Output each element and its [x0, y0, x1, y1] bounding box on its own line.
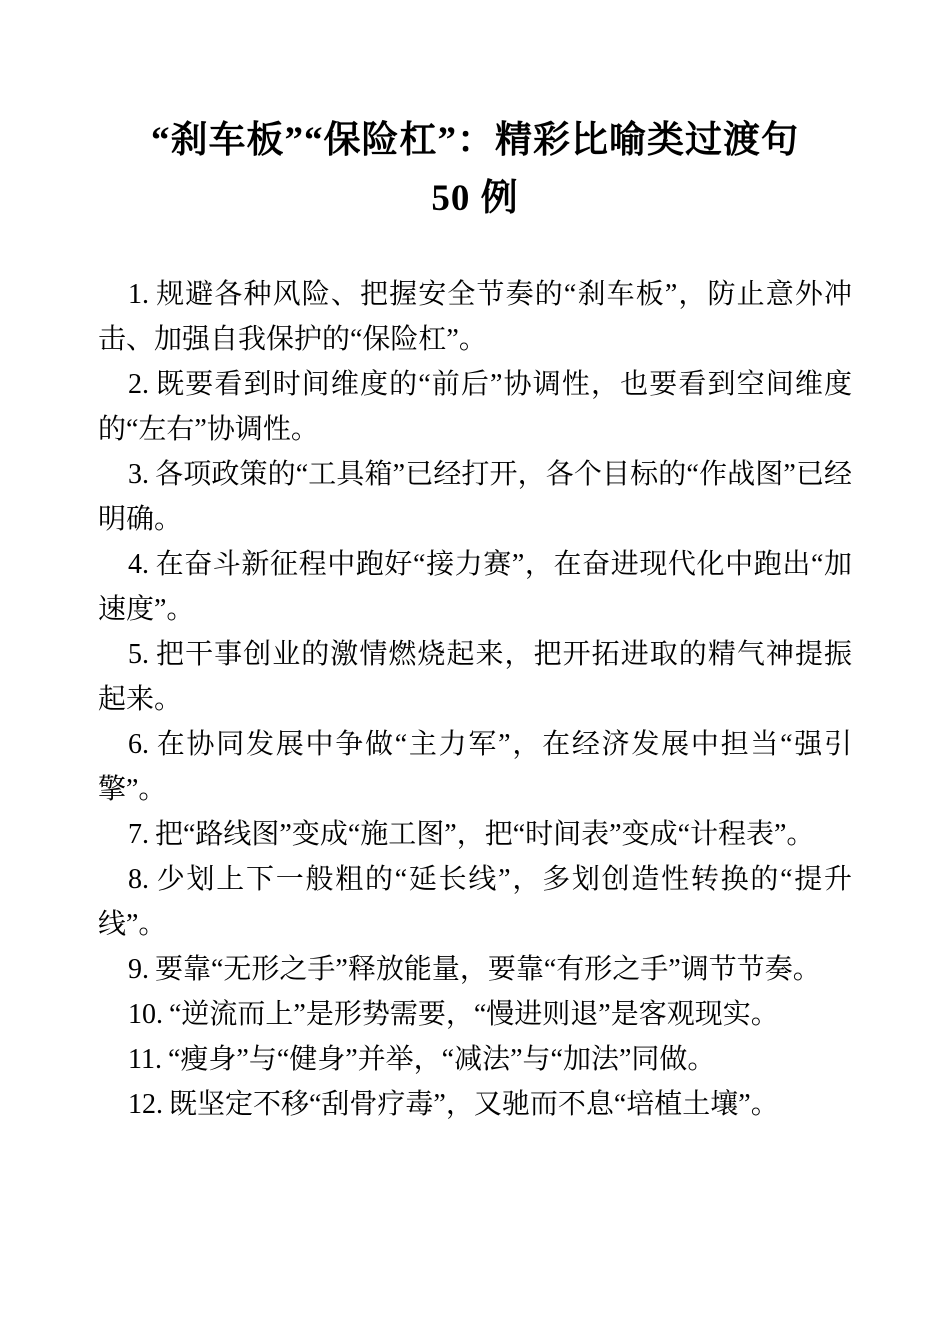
item-number: 9. [128, 954, 149, 985]
list-item [98, 362, 852, 452]
item-number: 3. [128, 459, 149, 490]
item-text: 把干事创业的激情燃烧起来，把开拓进取的精气神提振起来。 [98, 639, 852, 715]
item-number: 6. [128, 729, 149, 760]
title-line-2: 50 例 [431, 178, 519, 219]
list-item [98, 542, 852, 632]
document-body [98, 272, 852, 1127]
item-text: 既要看到时间维度的“前后”协调性，也要看到空间维度的“左右”协调性。 [98, 369, 852, 445]
item-number: 7. [128, 819, 149, 850]
item-text: 在奋斗新征程中跑好“接力赛”，在奋进现代化中跑出“加速度”。 [98, 549, 852, 625]
item-number: 11. [128, 1044, 162, 1075]
item-number: 4. [128, 549, 149, 580]
list-item [98, 812, 852, 857]
page-title [98, 112, 852, 228]
item-text: 各项政策的“工具箱”已经打开，各个目标的“作战图”已经明确。 [98, 459, 852, 535]
item-number: 10. [128, 999, 163, 1030]
list-item [98, 992, 852, 1037]
item-text: “瘦身”与“健身”并举，“减法”与“加法”同做。 [167, 1044, 716, 1075]
item-text: 少划上下一般粗的“延长线”，多划创造性转换的“提升线”。 [98, 864, 852, 940]
list-item [98, 452, 852, 542]
item-number: 8. [128, 864, 149, 895]
item-text: 把“路线图”变成“施工图”，把“时间表”变成“计程表”。 [155, 819, 815, 850]
list-item [98, 947, 852, 992]
item-number: 2. [128, 369, 149, 400]
title-line-1: “刹车板”“保险杠”：精彩比喻类过渡句 [151, 120, 799, 161]
item-text: 要靠“无形之手”释放能量，要靠“有形之手”调节节奏。 [155, 954, 821, 985]
item-number: 5. [128, 639, 149, 670]
list-item [98, 632, 852, 722]
list-item [98, 722, 852, 812]
list-item [98, 1037, 852, 1082]
item-text: “逆流而上”是形势需要，“慢进则退”是客观现实。 [169, 999, 779, 1030]
item-number: 1. [128, 279, 149, 310]
list-item [98, 272, 852, 362]
item-number: 12. [128, 1089, 163, 1120]
list-item [98, 1082, 852, 1127]
item-text: 规避各种风险、把握安全节奏的“刹车板”，防止意外冲击、加强自我保护的“保险杠”。 [98, 279, 852, 355]
list-item [98, 857, 852, 947]
item-text: 既坚定不移“刮骨疗毒”，又驰而不息“培植土壤”。 [169, 1089, 779, 1120]
item-text: 在协同发展中争做“主力军”，在经济发展中担当“强引擎”。 [98, 729, 852, 805]
